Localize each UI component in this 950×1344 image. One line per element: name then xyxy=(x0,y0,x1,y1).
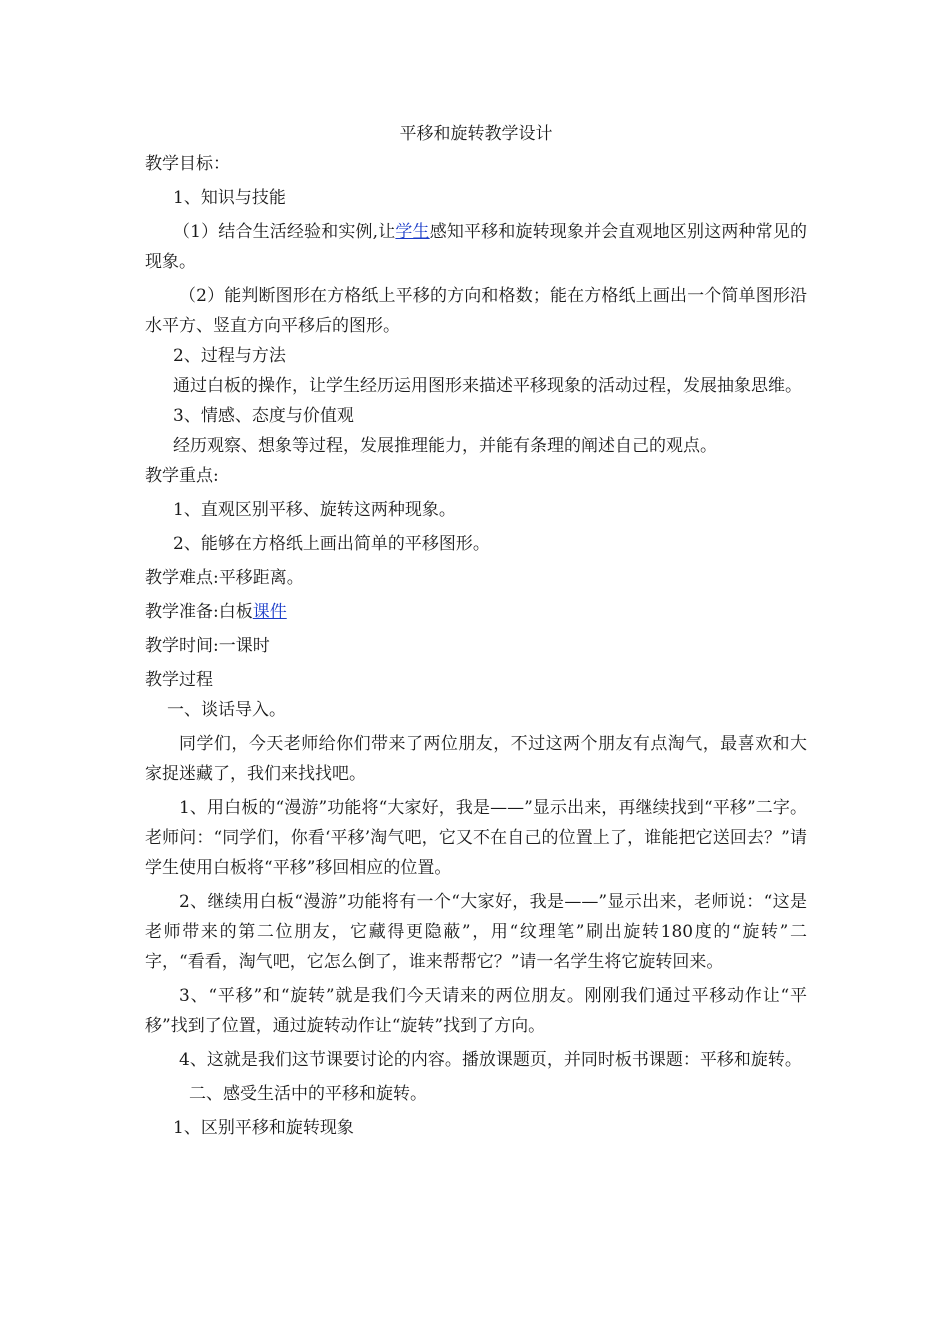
objective-1-p1-text-b: 感知平移和旋转现象并会直观地区别这两种常见的现象。 xyxy=(145,222,807,272)
document-title: 平移和旋转教学设计 xyxy=(399,124,553,144)
objective-2-title: 2、过程与方法 xyxy=(173,346,286,366)
objective-3-title: 3、情感、态度与价值观 xyxy=(173,406,354,426)
step-4-paragraph: 4、这就是我们这节课要讨论的内容。播放课题页，并同时板书课题：平移和旋转。 xyxy=(179,1050,802,1070)
objective-1-paragraph-2: （2）能判断图形在方格纸上平移的方向和格数；能在方格纸上画出一个简单图形沿水平方、竖直方向平移后的图形。 xyxy=(145,286,807,336)
step-3-paragraph: 3、“平移”和“旋转”就是我们今天请来的两位朋友。刚刚我们通过平移动作让“平移”找到了位置，通过旋转动作让“旋转”找到了方向。 xyxy=(145,986,807,1036)
student-link[interactable]: 学生 xyxy=(395,222,430,242)
key-point-item: 2、能够在方格纸上画出简单的平移图形。 xyxy=(173,534,490,554)
preparation-text: 教学准备:白板 xyxy=(145,602,253,622)
part-2-title: 二、感受生活中的平移和旋转。 xyxy=(189,1084,427,1104)
preparation-line xyxy=(145,597,807,627)
objective-1-p1-text-a: （1）结合生活经验和实例,让 xyxy=(173,222,396,242)
objectives-heading: 教学目标： xyxy=(145,154,230,174)
part-2-section-1-title: 1、区别平移和旋转现象 xyxy=(173,1118,354,1138)
difficulty-line: 教学难点:平移距离。 xyxy=(145,568,304,588)
process-heading: 教学过程 xyxy=(145,670,213,690)
step-1-paragraph: 1、用白板的“漫游”功能将“大家好，我是——”显示出来，再继续找到“平移”二字。老师问：“同学们，你看‘平移’淘气吧，它又不在自己的位置上了，谁能把它送回去？”请学生使用白板将“平移”移回相应的位置。 xyxy=(145,798,807,878)
part-1-title: 一、谈话导入。 xyxy=(167,700,286,720)
objective-1-paragraph-1 xyxy=(145,217,807,277)
key-points-heading: 教学重点: xyxy=(145,466,219,486)
key-point-item: 1、直观区别平移、旋转这两种现象。 xyxy=(173,500,456,520)
objective-3-paragraph: 经历观察、想象等过程，发展推理能力，并能有条理的阐述自己的观点。 xyxy=(173,436,717,456)
objective-1-title: 1、知识与技能 xyxy=(173,188,286,208)
courseware-link[interactable]: 课件 xyxy=(252,602,287,622)
intro-paragraph: 同学们，今天老师给你们带来了两位朋友，不过这两个朋友有点淘气，最喜欢和大家捉迷藏了，我们来找找吧。 xyxy=(145,734,807,784)
objective-2-paragraph: 通过白板的操作，让学生经历运用图形来描述平移现象的活动过程，发展抽象思维。 xyxy=(173,376,802,396)
step-2-paragraph: 2、继续用白板“漫游”功能将有一个“大家好，我是——”显示出来，老师说：“这是老师带来的第二位朋友，它藏得更隐蔽”，用“纹理笔”刷出旋转180度的“旋转”二字，“看看，淘气吧，它怎么倒了，谁来帮帮它？”请一名学生将它旋转回来。 xyxy=(145,892,807,972)
document-body xyxy=(145,121,807,1143)
time-line: 教学时间:一课时 xyxy=(145,636,270,656)
